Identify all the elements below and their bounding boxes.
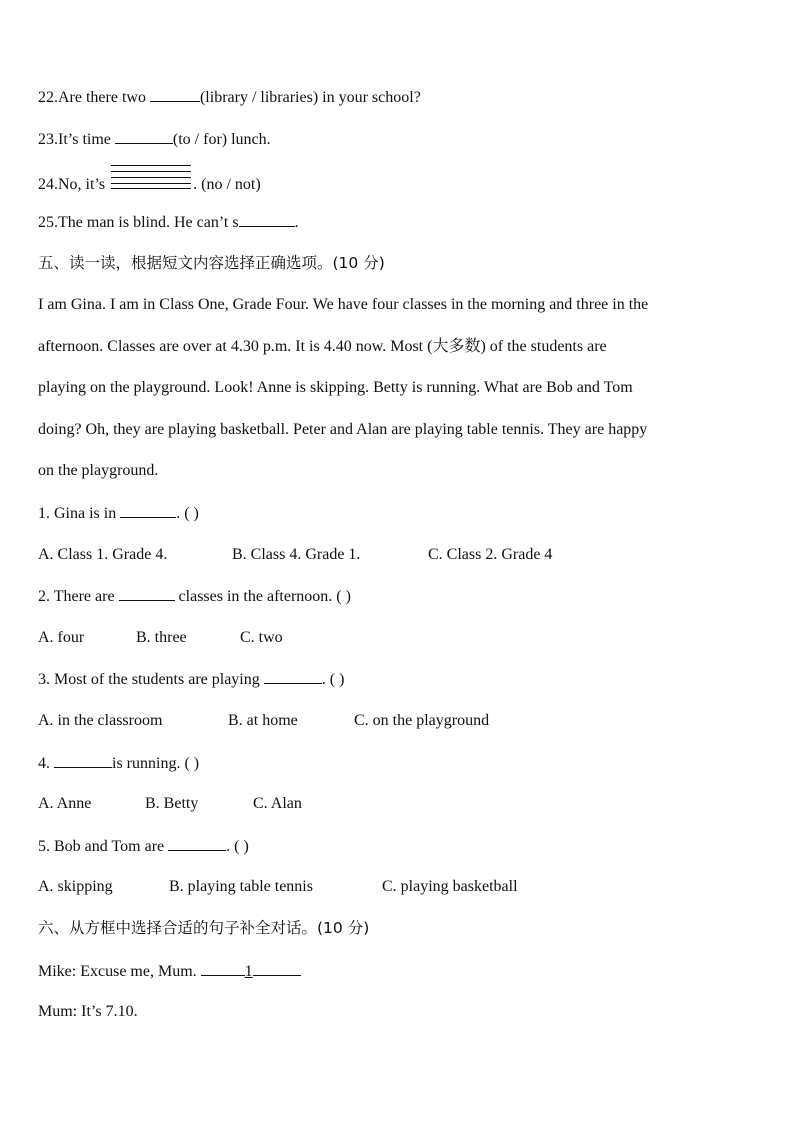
question-text: (to / for) lunch. (172, 131, 271, 148)
dialog-line-mike (38, 961, 764, 982)
answer-blank[interactable] (54, 753, 112, 768)
passage-line: on the playground. (38, 462, 159, 479)
passage-line: playing on the playground. Look! Anne is skipping. Betty is running. What are Bob and Tom (38, 379, 633, 396)
blank-number: 1 (244, 963, 253, 980)
option-b[interactable]: B. at home (228, 712, 298, 729)
question-text: 3. Most of the students are playing (38, 671, 264, 688)
question-text: is running. ( ) (112, 755, 200, 772)
option-a[interactable]: A. Anne (38, 795, 92, 812)
option-c[interactable]: C. two (240, 629, 283, 646)
option-b[interactable]: B. Class 4. Grade 1. (232, 546, 361, 563)
answer-blank[interactable] (253, 961, 301, 976)
answer-blank[interactable] (168, 836, 226, 851)
question-text: . ( ) (226, 838, 249, 855)
answer-blank[interactable] (264, 669, 322, 684)
passage-line: I am Gina. I am in Class One, Grade Four. We have four classes in the morning and three in the (38, 296, 649, 313)
option-c[interactable]: C. playing basketball (382, 878, 518, 895)
options-3 (38, 711, 764, 731)
options-4 (38, 794, 764, 814)
question-24 (38, 175, 764, 195)
question-number: 22. (38, 89, 58, 106)
question-text: 2. There are (38, 588, 119, 605)
question-text: The man is blind. He can’t s (58, 214, 239, 231)
question-text: . ( ) (321, 671, 345, 688)
question-text: . ( ) (176, 505, 199, 522)
option-b[interactable]: B. Betty (145, 795, 199, 812)
question-5 (38, 836, 764, 857)
question-text: 4. (38, 755, 54, 772)
question-1 (38, 503, 764, 524)
option-c[interactable]: C. Alan (253, 795, 302, 812)
question-text: 5. Bob and Tom are (38, 838, 169, 855)
stacked-answer-lines[interactable] (111, 175, 191, 195)
passage-line: afternoon. Classes are over at 4.30 p.m. It is 4.40 now. Most (大多数) of the students are (38, 338, 607, 355)
section-6-heading: 六、从方框中选择合适的句子补全对话。(10 分) (38, 919, 370, 937)
question-number: 24. (38, 176, 58, 193)
option-b[interactable]: B. playing table tennis (169, 878, 313, 895)
answer-blank[interactable] (150, 87, 200, 102)
option-c[interactable]: C. on the playground (354, 712, 490, 729)
options-1 (38, 545, 764, 565)
question-23 (38, 129, 764, 150)
question-text: 1. Gina is in (38, 505, 121, 522)
question-text: It’s time (58, 131, 115, 148)
question-text: . (no / not) (193, 176, 261, 193)
option-b[interactable]: B. three (136, 629, 187, 646)
passage-line: doing? Oh, they are playing basketball. Peter and Alan are playing table tennis. They are happy (38, 421, 648, 438)
question-25 (38, 212, 764, 233)
option-a[interactable]: A. skipping (38, 878, 113, 895)
question-number: 25. (38, 214, 58, 231)
dialog-text: Mike: Excuse me, Mum. (38, 963, 201, 980)
question-text: (library / libraries) in your school? (199, 89, 421, 106)
options-5 (38, 877, 764, 897)
question-number: 23. (38, 131, 58, 148)
option-c[interactable]: C. Class 2. Grade 4 (428, 546, 553, 563)
options-2 (38, 628, 764, 648)
question-text: classes in the afternoon. ( ) (174, 588, 351, 605)
question-2 (38, 586, 764, 607)
section-5-heading: 五、读一读，根据短文内容选择正确选项。(10 分) (38, 254, 385, 272)
answer-blank[interactable] (120, 503, 176, 518)
question-text: No, it’s (58, 176, 106, 193)
option-a[interactable]: A. four (38, 629, 85, 646)
option-a[interactable]: A. in the classroom (38, 712, 163, 729)
question-4 (38, 753, 764, 774)
question-22 (38, 87, 764, 108)
question-3 (38, 669, 764, 690)
answer-blank[interactable] (119, 586, 175, 601)
question-text: Are there two (58, 89, 150, 106)
answer-blank[interactable] (239, 212, 295, 227)
option-a[interactable]: A. Class 1. Grade 4. (38, 546, 168, 563)
answer-blank[interactable] (201, 961, 245, 976)
dialog-line-mum: Mum: It’s 7.10. (38, 1003, 138, 1020)
answer-blank[interactable] (115, 129, 173, 144)
question-text: . (294, 214, 299, 231)
